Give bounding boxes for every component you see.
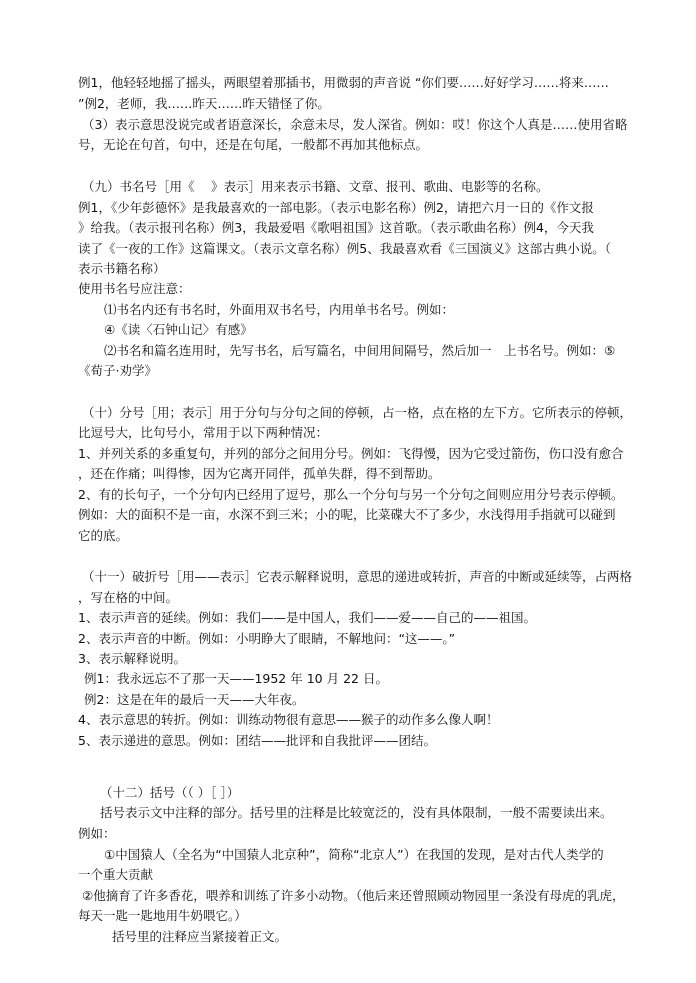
text-line: （3）表示意思没说完或者语意深长，余意未尽，发人深省。例如：哎！你这个人真是……使用省略: [82, 117, 628, 132]
text-line: ”例2，老师，我……昨天……昨天错怪了你。: [78, 96, 330, 111]
text-line: 3、表示解释说明。: [78, 651, 186, 666]
text-line: 5、表示递进的意思。例如：团结——批评和自我批评——团结。: [78, 733, 436, 748]
text-line: ⑵书名和篇名连用时，先写书名，后写篇名，中间用间隔号，然后加一 上书名号。例如：⑤: [104, 343, 616, 358]
text-line: 读了《一夜的工作》这篇课文。（表示文章名称）例5、我最喜欢看《三国演义》这部古典小说。（: [78, 241, 611, 256]
text-line: 例如：: [78, 826, 116, 841]
text-line: ，写在格的中间。: [78, 590, 179, 605]
text-line: 括号表示文中注释的部分。括号里的注释是比较宽泛的，没有具体限制，一般不需要读出来。: [100, 805, 613, 820]
text-line: 例1：我永远忘不了那一天——1952 年 10 月 22 日。: [84, 671, 388, 686]
text-line: ①中国猿人（全名为“中国猿人北京种”，简称“北京人”）在我国的发现，是对古代人类学的: [104, 847, 604, 862]
text-line: 2、表示声音的中断。例如：小明睁大了眼睛，不解地问：“这——。”: [78, 631, 456, 646]
text-line: ④《读〈石钟山记〉有感》: [104, 322, 253, 337]
text-line: 比逗号大，比句号小，常用于以下两种情况：: [78, 425, 329, 440]
text-line: 《荀子·劝学》: [78, 363, 157, 378]
text-line: 1、并列关系的多重复句，并列的部分之间用分号。例如：飞得慢，因为它受过箭伤，伤口没有愈合: [78, 446, 624, 461]
text-line: 1、表示声音的延续。例如：我们——是中国人，我们——爱——自己的——祖国。: [78, 610, 536, 625]
text-line: 使用书名号应注意：: [78, 281, 191, 296]
text-line: 号，无论在句首，句中，还是在句尾，一般都不再加其他标点。: [78, 137, 429, 152]
text-line: 》给我。（表示报刊名称）例3，我最爱唱《歌唱祖国》这首歌。（表示歌曲名称）例4，今天我: [78, 220, 594, 235]
text-line: 2、有的长句子，一个分句内已经用了逗号，那么一个分句与另一个分句之间则应用分号表示停顿。: [78, 487, 624, 502]
text-line: ⑴书名内还有书名时，外面用双书名号，内用单书名号。例如：: [104, 302, 455, 317]
text-line: 表示书籍名称）: [78, 261, 166, 276]
text-line: 例2：这是在年的最后一天——大年夜。: [84, 692, 305, 707]
text-line: 例1，《少年彭德怀》是我最喜欢的一部电影。（表示电影名称）例2，请把六月一日的《作文报: [78, 200, 594, 215]
section-heading: （九）书名号［用《 》表示］用来表示书籍、文章、报刊、歌曲、电影等的名称。: [82, 179, 549, 194]
section-heading: （十一）破折号［用——表示］它表示解释说明，意思的递进或转折，声音的中断或延续等，占两格: [82, 569, 633, 584]
text-line: 4、表示意思的转折。例如：训练动物很有意思——猴子的动作多么像人啊！: [78, 712, 499, 727]
text-line: 例如：大的面积不是一亩，水深不到三米；小的呢，比菜碟大不了多少，水浅得用手指就可以碰到: [78, 507, 616, 522]
text-line: 每天一匙一匙地用牛奶喂它。）: [78, 908, 247, 923]
text-line: 例1，他轻轻地摇了摇头，两眼望着那插书，用微弱的声音说 “你们要……好好学习……将来……: [78, 75, 609, 90]
text-line: 括号里的注释应当紧接着正文。: [112, 929, 288, 944]
section-heading: （十二）括号（（ ）［ ］）: [100, 785, 240, 800]
section-heading: （十）分号［用；表示］用于分句与分句之间的停顿，占一格，点在格的左下方。它所表示的停顿，: [82, 405, 633, 420]
text-line: 它的底。: [78, 528, 129, 543]
text-line: 一个重大贡献: [78, 867, 154, 882]
text-line: ②他摘育了许多香花，喂养和训练了许多小动物。（他后来还曾照顾动物园里一条没有母虎的乳虎，: [82, 888, 625, 903]
text-line: ，还在作痛；叫得惨，因为它离开同伴，孤单失群，得不到帮助。: [78, 466, 441, 481]
